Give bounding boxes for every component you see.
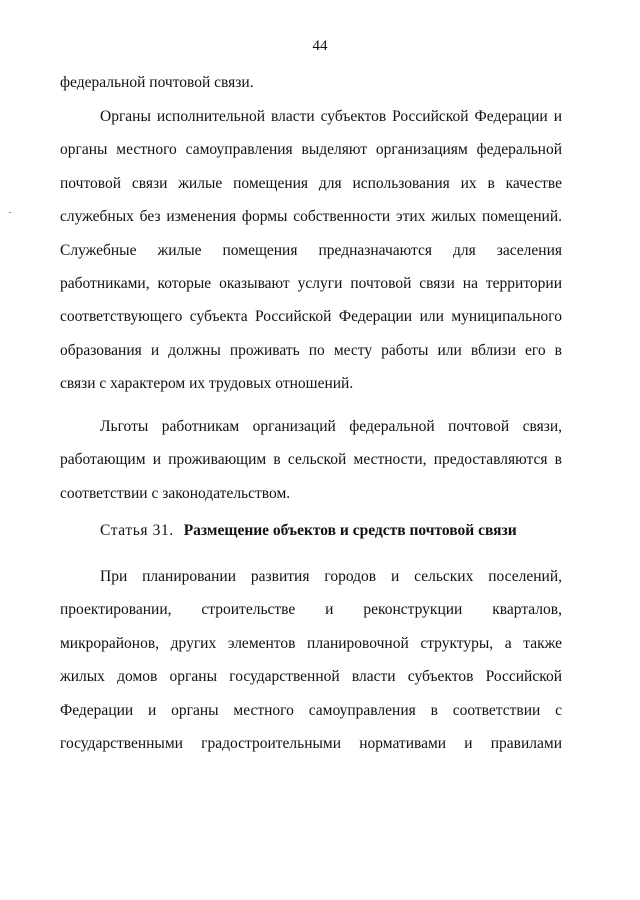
text-line: соответствии с законодательством. <box>60 484 291 502</box>
margin-mark <box>9 212 11 213</box>
text-line: органы местного самоуправления выделяют организациям федеральной <box>60 141 562 159</box>
text-line: При планировании развития городов и сельских поселений, <box>100 568 562 585</box>
continuation-fragment <box>60 66 562 99</box>
text-line: почтовой связи жилые помещения для использования их в качестве <box>60 174 562 192</box>
paragraph-benefits <box>60 410 562 510</box>
text-line: связи с характером их трудовых отношений. <box>60 375 354 393</box>
article-title: Размещение объектов и средств почтовой связи <box>183 522 517 539</box>
text-line: работающим и проживающим в сельской местности, предоставляются в <box>60 451 562 469</box>
page-number: 44 <box>312 38 328 54</box>
text-line: Органы исполнительной власти субъектов Российской Федерации и <box>100 108 562 125</box>
text-line: соответствующего субъекта Российской Федерации или муниципального <box>60 308 562 326</box>
text-line: микрорайонов, других элементов планировочной структуры, а также <box>60 634 562 652</box>
article-label: Статья 31. <box>100 522 174 539</box>
text-line: Федерации и органы местного самоуправления в соответствии с <box>60 701 562 719</box>
article-heading <box>100 521 517 541</box>
text-line: служебных без изменения формы собственности этих жилых помещений. <box>60 208 562 226</box>
paragraph-housing <box>60 100 562 401</box>
text-line: федеральной почтовой связи. <box>60 74 254 91</box>
text-line: образования и должны проживать по месту работы или вблизи его в <box>60 341 562 359</box>
paragraph-planning <box>60 560 562 760</box>
text-line: Служебные жилые помещения предназначаются для заселения <box>60 241 562 259</box>
text-line: проектировании, строительстве и реконструкции кварталов, <box>60 601 562 619</box>
text-line: работниками, которые оказывают услуги почтовой связи на территории <box>60 274 562 292</box>
text-line: Льготы работникам организаций федеральной почтовой связи, <box>100 418 562 435</box>
text-line: жилых домов органы государственной власти субъектов Российской <box>60 668 562 686</box>
text-line: государственными градостроительными нормативами и правилами <box>60 734 562 752</box>
